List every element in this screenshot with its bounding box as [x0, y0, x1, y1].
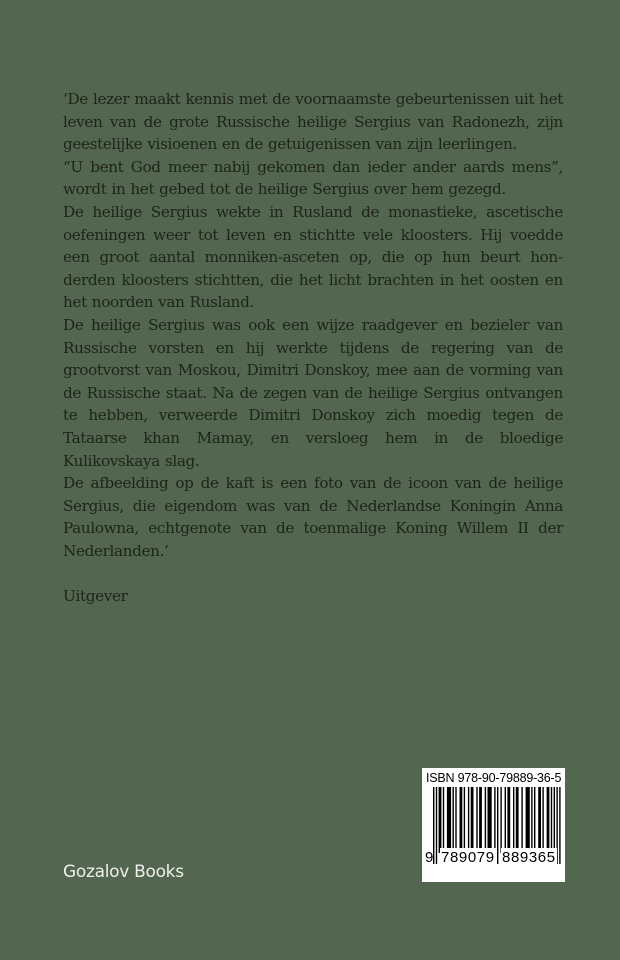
blurb-text — [63, 88, 563, 608]
blurb-signature: Uitgever — [63, 587, 128, 606]
blurb-paragraph-advisor: De heilige Sergius was ook een wijze raadgever en bezieler van Russische vorsten en hij werkte tijdens de regering van de grootvorst van Moskou, Dimitri Donskoy, mee aan de vorming van de Russische staat. Na de zegen van de heilige Sergius ontvangen te hebben, verweerde Dimitri Donskoy zich moedig tegen de Tataarse khan Mamay, en versloeg hem in de bloedige Kulikovskaya slag. — [63, 315, 563, 470]
blurb-paragraph-cover-image: De afbeelding op de kaft is een foto van de icoon van de heilige Sergius, die eigendom was van de Nederlandse Koningin Anna Paulowna, echtgenote van de toenmalige Koning Willem II der Nederlanden.’ — [63, 474, 563, 560]
blurb-paragraph-intro: ‘De lezer maakt kennis met de voornaamste gebeurtenissen uit het leven van de grote Russische heilige Sergius van Radonezh, zijn geestelijke visioenen en de getuigenissen van zijn leerlingen. — [63, 90, 563, 154]
isbn-label: ISBN 978-90-79889-36-5 — [426, 771, 562, 785]
ean-right-group: 889365 — [502, 849, 556, 866]
blurb-paragraph-quote: “U bent God meer nabij gekomen dan ieder ander aards mens”, wordt in het gebed tot de heilige Sergius over hem gezegd. — [63, 157, 563, 199]
ean-first-digit: 9 — [425, 849, 434, 866]
ean-left-group: 789079 — [441, 849, 495, 866]
isbn-barcode — [422, 768, 565, 882]
blurb-paragraph-monasteries: De heilige Sergius wekte in Rusland de monastieke, ascetische oefeningen weer tot leven en stichtte vele kloosters. Hij voedde een groot aantal monniken-asceten op, die op hun beurt honderden kloosters stichtten, die het licht brachten in het oosten en het noorden van Rusland. — [63, 202, 563, 312]
ean-digits — [425, 848, 563, 868]
publisher-name: Gozalov Books — [63, 862, 184, 882]
